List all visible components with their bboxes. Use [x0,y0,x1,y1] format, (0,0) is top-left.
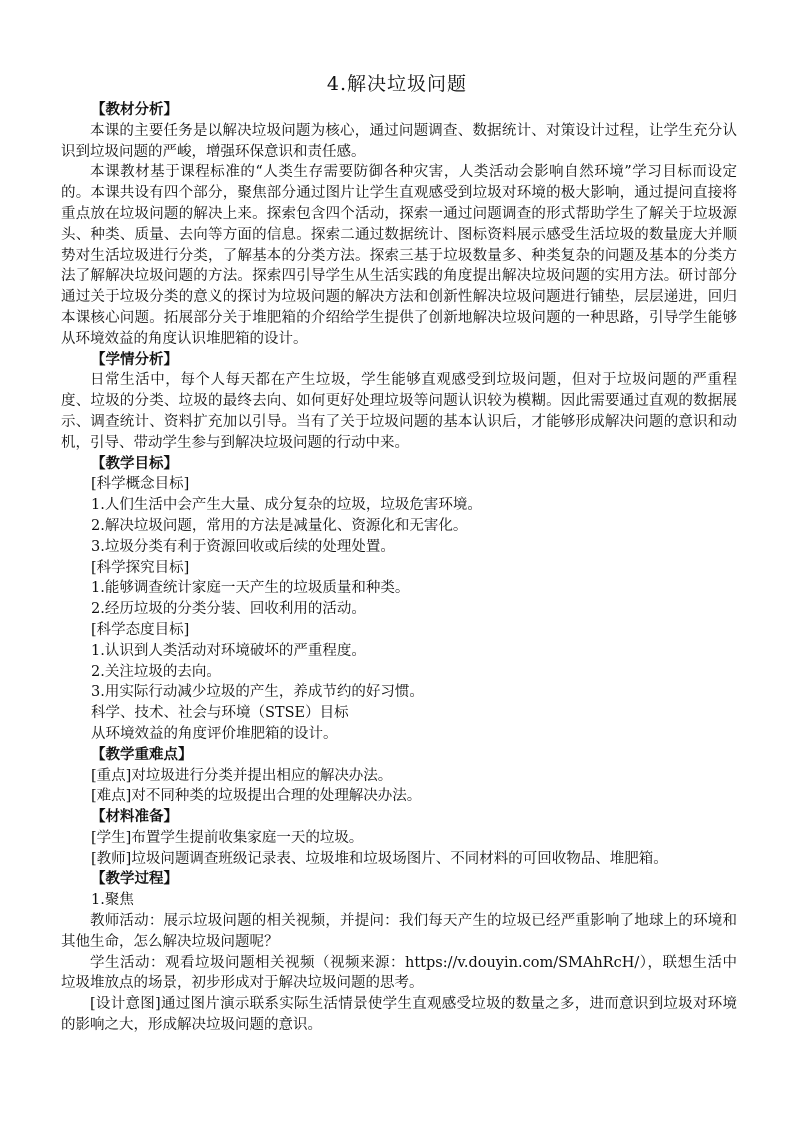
text-line: 从环境效益的角度评价堆肥箱的设计。 [91,725,338,742]
text-line: 1.能够调查统计家庭一天产生的垃圾质量和种类。 [91,580,410,597]
section-heading: 【教学过程】 [91,870,178,888]
text-line: 1.聚焦 [91,892,134,909]
text-line: 1.人们生活中会产生大量、成分复杂的垃圾，垃圾危害环境。 [91,497,482,514]
text-line: 1.认识到人类活动对环境破坏的严重程度。 [91,642,366,659]
text-line: 科学、技术、社会与环境（STSE）目标 [91,705,349,722]
page-title: 4.解决垃圾问题 [326,73,468,95]
paragraph: 学生活动：观看垃圾问题相关视频（视频来源：https://v.douyin.com/SMAhRcH/），联想生活中垃圾堆放点的场景，初步形成对于解决垃圾问题的思考。 [61,954,737,992]
paragraph: 本课教材基于课程标准的“人类生存需要防御各种灾害，人类活动会影响自然环境”学习目标而设定的。本课共设有四个部分，聚焦部分通过图片让学生直观感受到垃圾对环境的极大影响，通过提问直接将重点放在垃圾问题的解决上来。探索包含四个活动，探索一通过问题调查的形式帮助学生了解关于垃圾源头、种类、质量、去向等方面的信息。探索二通过数据统计、图标资料展示感受生活垃圾的数量庞大并顺势对生活垃圾进行分类，了解基本的分类方法。探索三基于垃圾数量多、种类复杂的问题及基本的分类方法了解解决垃圾问题的方法。探索四引导学生从生活实践的角度提出解决垃圾问题的实用方法。研讨部分通过关于垃圾分类的意义的探讨为垃圾问题的解决方法和创新性解决垃圾问题进行铺垫，层层递进，回归本课核心问题。拓展部分关于堆肥箱的介绍给学生提供了创新地解决垃圾问题的一种思路，引导学生能够从环境效益的角度认识堆肥箱的设计。 [61,164,737,347]
paragraph: 日常生活中，每个人每天都在产生垃圾，学生能够直观感受到垃圾问题，但对于垃圾问题的严重程度、垃圾的分类、垃圾的最终去向、如何更好处理垃圾等问题认识较为模糊。因此需要通过直观的数据展示、调查统计、资料扩充加以引导。当有了关于垃圾问题的基本认识后，才能够形成解决问题的意识和动机，引导、带动学生参与到解决垃圾问题的行动中来。 [61,372,737,451]
text-line: [科学探究目标] [91,559,190,576]
section-heading: 【教学重难点】 [91,745,193,763]
text-line: [难点]对不同种类的垃圾提出合理的处理解决办法。 [91,788,422,805]
section-heading: 【材料准备】 [91,808,178,826]
text-line: [学生]布置学生提前收集家庭一天的垃圾。 [91,829,364,846]
paragraph: 教师活动：展示垃圾问题的相关视频，并提问：我们每天产生的垃圾已经严重影响了地球上的环境和其他生命，怎么解决垃圾问题呢？ [61,913,737,950]
text-line: 2.关注垃圾的去向。 [91,663,221,680]
text-line: 3.用实际行动减少垃圾的产生，养成节约的好习惯。 [91,684,424,701]
text-line: [重点]对垃圾进行分类并提出相应的解决办法。 [91,767,393,784]
text-line: 3.垃圾分类有利于资源回收或后续的处理处置。 [91,538,395,555]
paragraph: [设计意图]通过图片演示联系实际生活情景使学生直观感受垃圾的数量之多，进而意识到垃圾对环境的影响之大，形成解决垃圾问题的意识。 [61,996,737,1034]
section-heading: 【教材分析】 [91,101,178,118]
text-line: [科学概念目标] [91,476,190,493]
section-heading: 【教学目标】 [91,454,178,472]
document-body [61,100,737,1036]
text-line: [教师]垃圾问题调查班级记录表、垃圾堆和垃圾场图片、不同材料的可回收物品、堆肥箱。 [91,850,668,867]
paragraph: 本课的主要任务是以解决垃圾问题为核心，通过问题调查、数据统计、对策设计过程，让学生充分认识到垃圾问题的严峻，增强环保意识和责任感。 [61,122,737,160]
section-heading: 【学情分析】 [91,350,178,368]
text-line: [科学态度目标] [91,621,190,638]
text-line: 2.解决垃圾问题，常用的方法是减量化、资源化和无害化。 [91,517,468,534]
text-line: 2.经历垃圾的分类分装、回收利用的活动。 [91,601,366,618]
